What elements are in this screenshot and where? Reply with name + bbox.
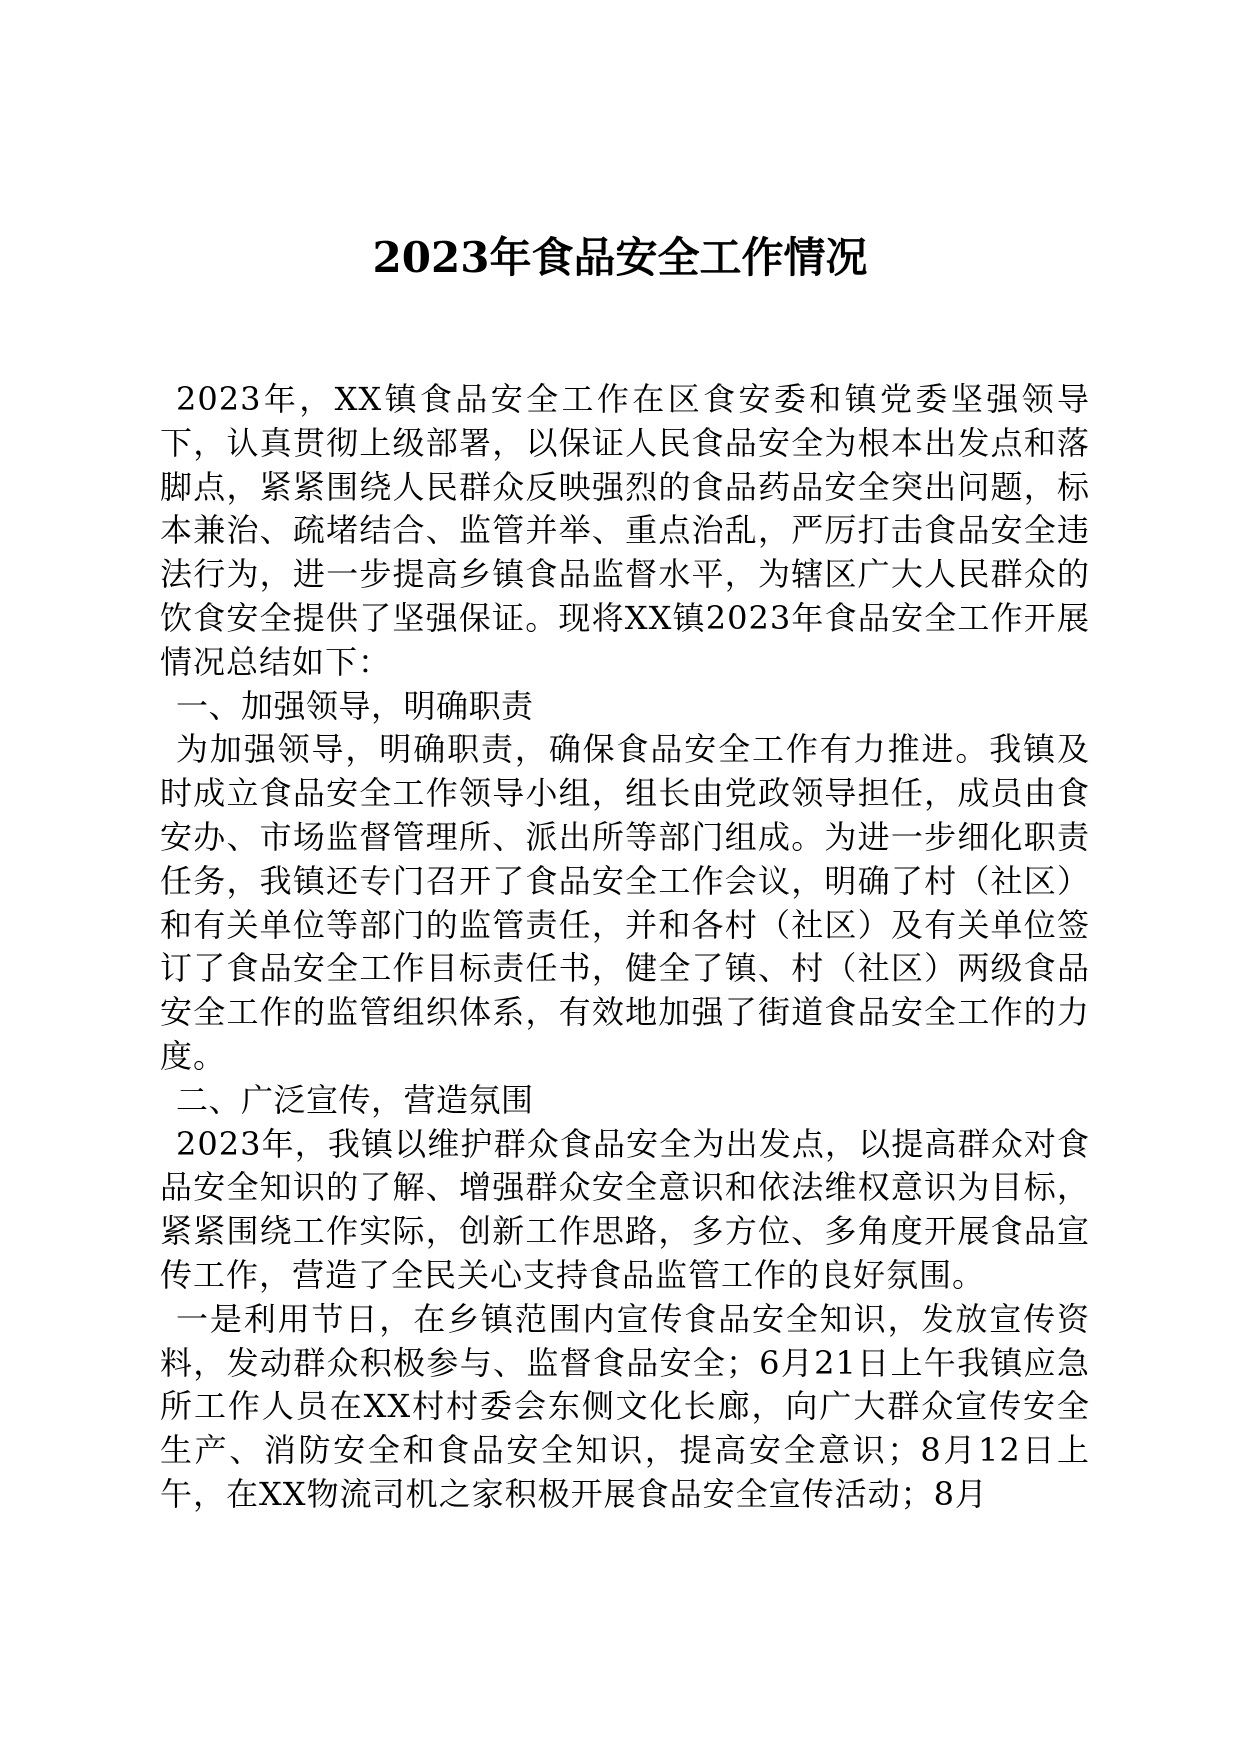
section-heading-2: 二、广泛宣传，营造氛围 (176, 1080, 534, 1119)
section-2-paragraph-2: 一是利用节日，在乡镇范围内宣传食品安全知识，发放宣传资料，发动群众积极参与、监督食品安全；6月21日上午我镇应急所工作人员在XX村村委会东侧文化长廊，向广大群众宣传安全生产、消防安全和食品安全知识，提高安全意识；8月12日上午，在XX物流司机之家积极开展食品安全宣传活动；8月 (160, 1299, 1090, 1513)
document-body (160, 378, 1090, 1517)
section-2-paragraph-1: 2023年，我镇以维护群众食品安全为出发点，以提高群众对食品安全知识的了解、增强群众安全意识和依法维权意识为目标，紧紧围绕工作实际，创新工作思路，多方位、多角度开展食品宣传工作，营造了全民关心支持食品监管工作的良好氛围。 (160, 1124, 1090, 1294)
section-1-paragraph: 为加强领导，明确职责，确保食品安全工作有力推进。我镇及时成立食品安全工作领导小组，组长由党政领导担任，成员由食安办、市场监督管理所、派出所等部门组成。为进一步细化职责任务，我镇还专门召开了食品安全工作会议，明确了村（社区）和有关单位等部门的监管责任，并和各村（社区）及有关单位签订了食品安全工作目标责任书，健全了镇、村（社区）两级食品安全工作的监管组织体系，有效地加强了街道食品安全工作的力度。 (160, 730, 1090, 1075)
intro-paragraph: 2023年，XX镇食品安全工作在区食安委和镇党委坚强领导下，认真贯彻上级部署，以保证人民食品安全为根本出发点和落脚点，紧紧围绕人民群众反映强烈的食品药品安全突出问题，标本兼治、疏堵结合、监管并举、重点治乱，严厉打击食品安全违法行为，进一步提高乡镇食品监督水平，为辖区广大人民群众的饮食安全提供了坚强保证。现将XX镇2023年食品安全工作开展情况总结如下： (160, 380, 1090, 681)
section-heading-1: 一、加强领导，明确职责 (176, 686, 534, 725)
document-title: 2023年食品安全工作情况 (372, 233, 868, 282)
